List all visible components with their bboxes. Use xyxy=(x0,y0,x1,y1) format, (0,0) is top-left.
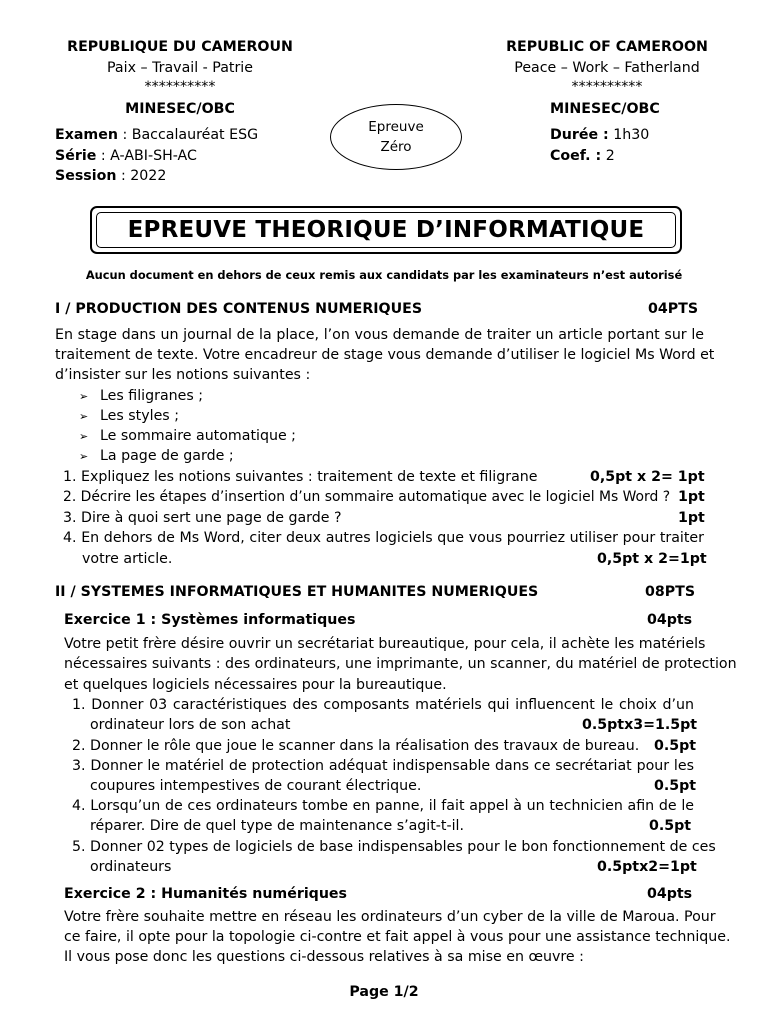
exercise-1-intro-line-2: nécessaires suivants : des ordinateurs, une imprimante, un scanner, du matériel de protection xyxy=(64,656,737,672)
section1-heading: I / PRODUCTION DES CONTENUS NUMERIQUES xyxy=(55,301,423,317)
oval-line-2: Zéro xyxy=(380,139,412,155)
question-4-line-2: votre article. xyxy=(82,551,173,567)
exercise-1-question-5-line-1: 5. Donner 02 types de logiciels de base indispensables pour le bon fonctionnement de ces xyxy=(72,839,716,855)
duration-value: 1h30 xyxy=(608,127,650,143)
exam-value: : Baccalauréat ESG xyxy=(117,127,259,143)
session-label: Session xyxy=(55,168,117,184)
exercise-1-question-5-line-2: ordinateurs xyxy=(90,859,172,875)
header-motto-en: Peace – Work – Fatherland xyxy=(514,60,700,76)
exercise-2-intro-line-3: Il vous pose donc les questions ci-dessous relatives à sa mise en œuvre : xyxy=(64,949,584,965)
bullet-item: La page de garde ; xyxy=(100,448,234,464)
exercise-1-intro-line-1: Votre petit frère désire ouvrir un secrétariat bureautique, pour cela, il achète les matériels xyxy=(64,636,706,652)
document-title: EPREUVE THEORIQUE D’INFORMATIQUE xyxy=(96,212,676,248)
exercise-1-question-3-line-1: 3. Donner le matériel de protection adéquat indispensable dans ce secrétariat pour les xyxy=(72,758,694,774)
bullet-item: Les filigranes ; xyxy=(100,388,204,404)
section1-intro-line-3: d’insister sur les notions suivantes : xyxy=(55,367,311,383)
arrow-bullet-icon: ➢ xyxy=(79,390,89,403)
title-frame xyxy=(90,206,682,254)
question-4-line-1: 4. En dehors de Ms Word, citer deux autres logiciels que vous pourriez utiliser pour traiter xyxy=(63,530,704,546)
exercise-2-intro-line-2: ce faire, il opte pour la topologie ci-contre et fait appel à vous pour une assistance technique. xyxy=(64,929,731,945)
exam-line xyxy=(55,127,258,143)
exercise-1-question-1-line-1: 1. Donner 03 caractéristiques des composants matériels qui influencent le choix d’un xyxy=(72,697,694,713)
page-number: Page 1/2 xyxy=(349,984,419,1000)
coef-line xyxy=(550,148,615,164)
exercise-1-intro-line-3: et quelques logiciels nécessaires pour la bureautique. xyxy=(64,677,447,693)
bullet-item: Le sommaire automatique ; xyxy=(100,428,296,444)
exercise-1-question-3-line-2: coupures intempestives de courant électrique. xyxy=(90,778,422,794)
section1-intro-line-2: traitement de texte. Votre encadreur de stage vous demande d’utiliser le logiciel Ms Word et xyxy=(55,347,715,363)
session-line xyxy=(55,168,166,184)
duration-line xyxy=(550,127,649,143)
oval-line-1: Epreuve xyxy=(368,119,424,135)
exam-label: Examen xyxy=(55,127,118,143)
question-3: 3. Dire à quoi sert une page de garde ? xyxy=(63,510,342,526)
header-country-fr: REPUBLIQUE DU CAMEROUN xyxy=(67,39,293,55)
question-1-points: 0,5pt x 2= 1pt xyxy=(590,469,705,485)
question-2: 2. Décrire les étapes d’insertion d’un sommaire automatique avec le logiciel Ms Word ? xyxy=(63,489,671,505)
header-stars-fr: ********** xyxy=(144,79,216,95)
exercise-2-heading: Exercice 2 : Humanités numériques xyxy=(64,886,348,902)
header-motto-fr: Paix – Travail - Patrie xyxy=(107,60,253,76)
header-ministry-en: MINESEC/OBC xyxy=(550,101,660,117)
exercise-1-heading: Exercice 1 : Systèmes informatiques xyxy=(64,612,356,628)
exercise-1-question-1-line-2: ordinateur lors de son achat xyxy=(90,717,291,733)
exercise-1-question-4-points: 0.5pt xyxy=(649,818,692,834)
session-value: : 2022 xyxy=(116,168,167,184)
arrow-bullet-icon: ➢ xyxy=(79,430,89,443)
section1-points: 04PTS xyxy=(648,301,699,317)
bullet-item: Les styles ; xyxy=(100,408,179,424)
arrow-bullet-icon: ➢ xyxy=(79,450,89,463)
section2-points: 08PTS xyxy=(645,584,696,600)
arrow-bullet-icon: ➢ xyxy=(79,410,89,423)
exercise-1-question-4-line-2: réparer. Dire de quel type de maintenance s’agit-t-il. xyxy=(90,818,464,834)
exercise-1-question-1-points: 0.5ptx3=1.5pt xyxy=(582,717,698,733)
header-country-en: REPUBLIC OF CAMEROON xyxy=(506,39,708,55)
exercise-1-question-5-points: 0.5ptx2=1pt xyxy=(597,859,697,875)
exercise-1-points: 04pts xyxy=(647,612,693,628)
exercise-2-intro-line-1: Votre frère souhaite mettre en réseau les ordinateurs d’un cyber de la ville de Maroua. Pour xyxy=(64,909,716,925)
exercise-1-question-2: 2. Donner le rôle que joue le scanner dans la réalisation des travaux de bureau. xyxy=(72,738,640,754)
epreuve-zero-oval xyxy=(330,104,462,170)
exercise-1-question-4-line-1: 4. Lorsqu’un de ces ordinateurs tombe en panne, il fait appel à un technicien afin de le xyxy=(72,798,694,814)
coef-value: 2 xyxy=(601,148,615,164)
question-2-points: 1pt xyxy=(678,489,705,505)
exercise-1-question-2-points: 0.5pt xyxy=(654,738,697,754)
exercise-2-points: 04pts xyxy=(647,886,693,902)
header-stars-en: ********** xyxy=(571,79,643,95)
exercise-1-question-3-points: 0.5pt xyxy=(654,778,697,794)
duration-label: Durée : xyxy=(550,127,609,143)
question-4-points: 0,5pt x 2=1pt xyxy=(597,551,707,567)
notice-text: Aucun document en dehors de ceux remis aux candidats par les examinateurs n’est autorisé xyxy=(85,268,683,282)
series-line xyxy=(55,148,197,164)
question-1: 1. Expliquez les notions suivantes : traitement de texte et filigrane xyxy=(63,469,538,485)
series-label: Série xyxy=(55,148,97,164)
question-3-points: 1pt xyxy=(678,510,705,526)
header-ministry-fr: MINESEC/OBC xyxy=(125,101,235,117)
section1-intro-line-1: En stage dans un journal de la place, l’on vous demande de traiter un article portant sur le xyxy=(55,327,704,343)
series-value: : A-ABI-SH-AC xyxy=(96,148,197,164)
coef-label: Coef. : xyxy=(550,148,602,164)
section2-heading: II / SYSTEMES INFORMATIQUES ET HUMANITES NUMERIQUES xyxy=(55,584,539,600)
